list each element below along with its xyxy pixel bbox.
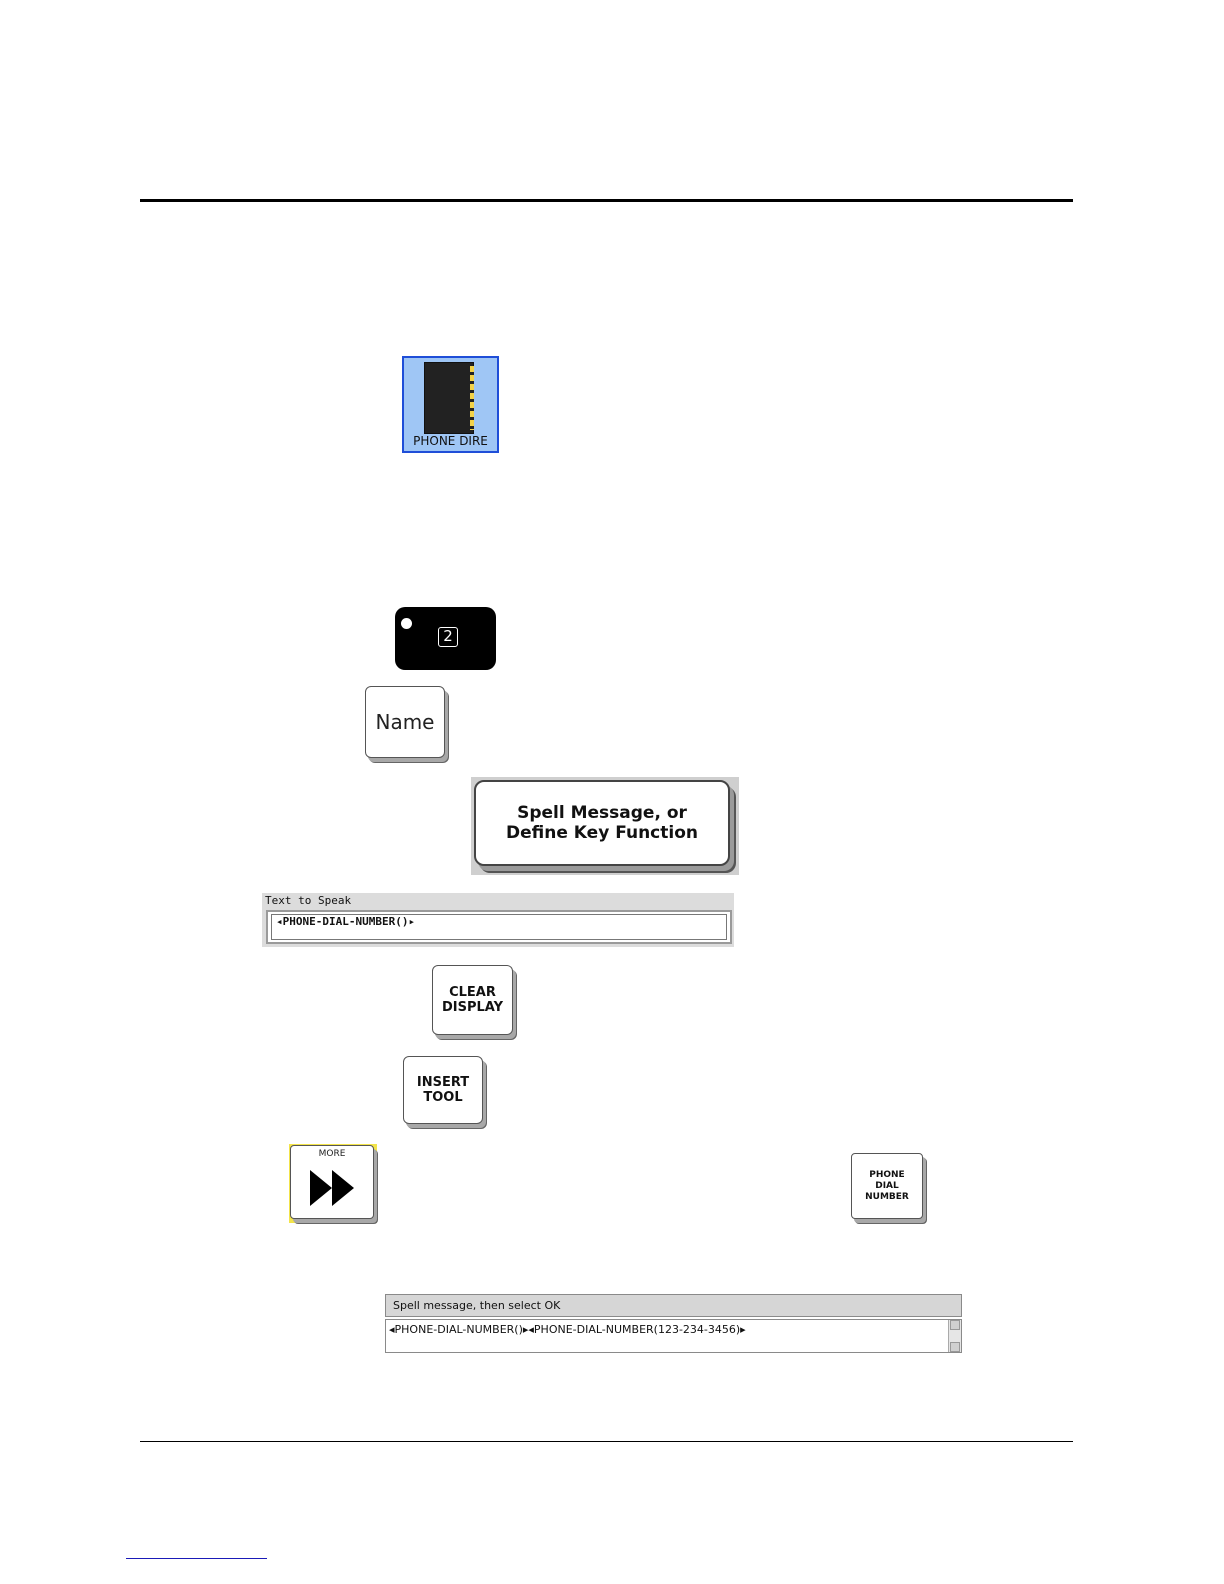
book-icon (424, 362, 474, 434)
insert-tool-line1: INSERT (416, 1075, 470, 1090)
phone-dial-number-line1: PHONE (869, 1169, 905, 1180)
number-two-key[interactable] (395, 607, 496, 670)
insert-tool-label (417, 1075, 469, 1105)
spell-message-line2: Define Key Function (506, 823, 698, 843)
spell-message-header-text: Spell message, then select OK (393, 1299, 561, 1312)
fast-forward-icon (310, 1170, 356, 1206)
clear-display-line2: DISPLAY (441, 1000, 504, 1015)
text-to-speak-panel (262, 893, 734, 947)
number-two-label: 2 (438, 627, 458, 647)
book-tabs (470, 366, 474, 430)
insert-tool-button[interactable] (403, 1056, 483, 1124)
spell-message-label (506, 803, 698, 843)
spell-message-line1: Spell Message, or (517, 803, 687, 823)
more-label: MORE (318, 1149, 346, 1159)
name-button[interactable] (365, 686, 445, 758)
footer-link-underline[interactable] (126, 1558, 267, 1559)
phone-dial-number-line3: NUMBER (865, 1191, 909, 1202)
text-to-speak-label: Text to Speak (265, 894, 352, 907)
spell-message-field[interactable] (385, 1319, 962, 1353)
top-rule (140, 199, 1073, 202)
clear-display-label (442, 985, 503, 1015)
spell-message-value: ◂PHONE-DIAL-NUMBER()▸◂PHONE-DIAL-NUMBER(123-234-3456)▸ (389, 1323, 746, 1336)
scrollbar[interactable] (948, 1320, 961, 1352)
more-button[interactable] (290, 1145, 374, 1219)
spell-message-panel (385, 1294, 962, 1353)
scroll-up-icon[interactable] (950, 1320, 960, 1330)
clear-display-line1: CLEAR (449, 985, 496, 1000)
spell-message-button[interactable] (474, 780, 730, 866)
phone-directory-button[interactable] (402, 356, 499, 453)
clear-display-button[interactable] (432, 965, 513, 1035)
indicator-dot (401, 618, 412, 629)
insert-tool-line2: TOOL (423, 1090, 463, 1105)
bottom-rule (140, 1441, 1073, 1442)
spell-message-header (385, 1294, 962, 1317)
name-button-label: Name (375, 710, 435, 734)
phone-dial-number-line2: DIAL (875, 1180, 899, 1191)
phone-directory-label: PHONE DIRE (413, 434, 488, 448)
text-to-speak-value: ◂PHONE-DIAL-NUMBER()▸ (276, 915, 416, 928)
phone-dial-number-button[interactable] (851, 1153, 923, 1219)
scroll-down-icon[interactable] (950, 1342, 960, 1352)
phone-dial-number-label (865, 1170, 909, 1203)
text-to-speak-field[interactable] (266, 910, 732, 944)
